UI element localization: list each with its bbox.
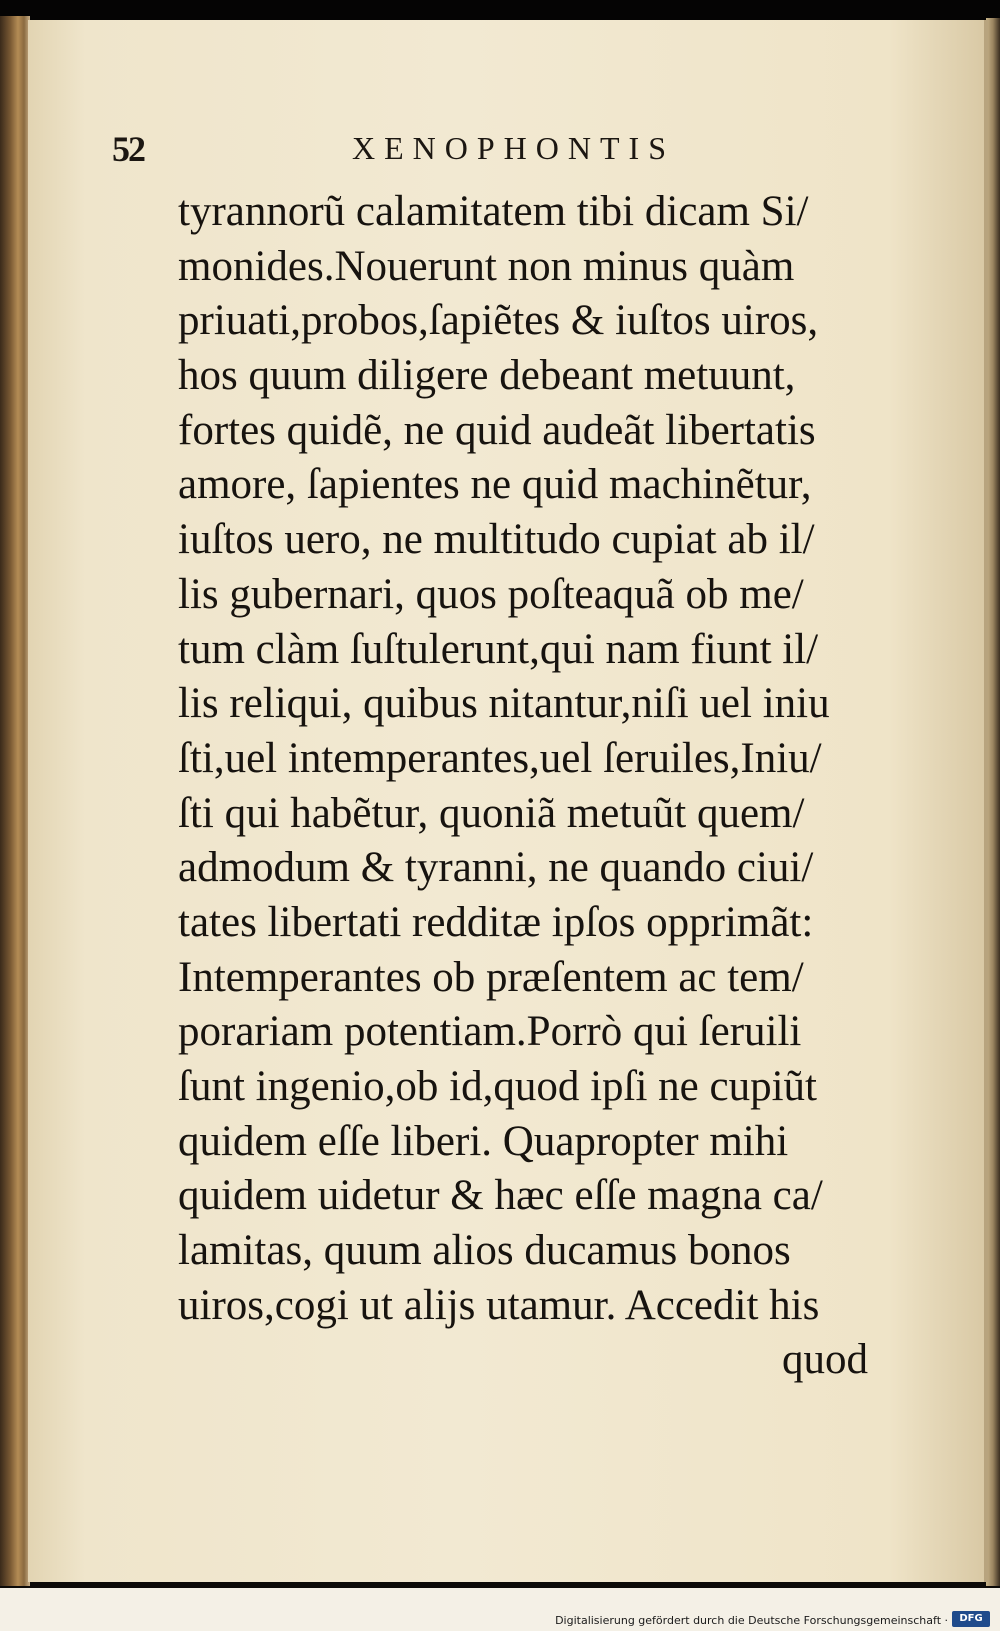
text-line: uiros,cogi ut alijs utamur. Accedit his [178, 1281, 820, 1329]
catchword: quod [782, 1336, 868, 1384]
page-number: 52 [112, 129, 144, 169]
text-line: hos quum diligere debeant metuunt, [178, 352, 796, 400]
text-line: iuſtos uero, ne multitudo cupiat ab il/ [178, 516, 815, 564]
text-line: Intemperantes ob præſentem ac tem/ [178, 953, 804, 1001]
text-line: lamitas, quum alios ducamus bonos [178, 1227, 791, 1275]
text-line: quidem uidetur & hæc eſſe magna ca/ [178, 1172, 823, 1220]
body-text [178, 185, 878, 1388]
text-line: ſti,uel intemperantes,uel ſeruiles,Iniu/ [178, 734, 822, 782]
text-line: tum clàm ſuſtulerunt,qui nam fiunt il/ [178, 625, 819, 673]
text-line: tyrannorũ calamitatem tibi dicam Si/ [178, 188, 809, 235]
text-line: quidem eſſe liberi. Quapropter mihi [178, 1117, 789, 1165]
page-fore-edge [986, 18, 1000, 1586]
dfg-logo: DFG [952, 1611, 990, 1627]
digitization-credit: Digitalisierung gefördert durch die Deutsche Forschungsgemeinschaft · [555, 1614, 948, 1627]
text-line: lis reliqui, quibus nitantur,niſi uel iniu [178, 680, 830, 728]
text-line: lis gubernari, quos poſteaquã ob me/ [178, 570, 804, 618]
text-line: fortes quidẽ, ne quid audeãt libertatis [178, 406, 816, 454]
text-line: amore, ſapientes ne quid machinẽtur, [178, 461, 812, 509]
text-line: porariam potentiam.Porrò qui ſeruili [178, 1008, 802, 1056]
text-line: ſti qui habẽtur, quoniã metuũt quem/ [178, 789, 805, 837]
running-head: XENOPHONTIS [352, 130, 675, 166]
scan-top-border [0, 0, 1000, 22]
book-spine-edge [0, 16, 30, 1586]
text-line: ſunt ingenio,ob id,quod ipſi ne cupiũt [178, 1063, 817, 1110]
text-line: admodum & tyranni, ne quando ciui/ [178, 844, 814, 892]
text-line: tates libertati redditæ ipſos opprimãt: [178, 898, 814, 946]
text-line: monides.Nouerunt non minus quàm [178, 242, 795, 290]
text-line: priuati,probos,ſapiẽtes & iuſtos uiros, [178, 297, 819, 345]
